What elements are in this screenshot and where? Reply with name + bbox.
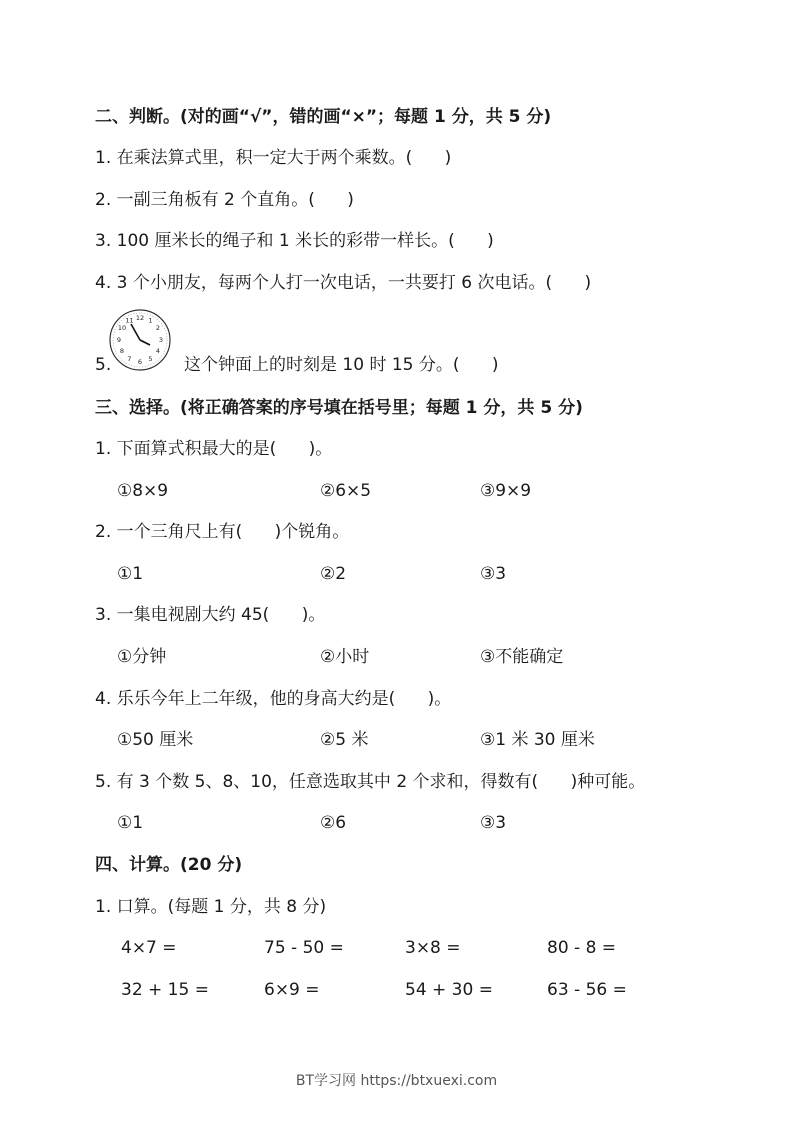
svg-text:9: 9 — [116, 336, 122, 344]
choice-question-3: 3. 一集电视剧大约 45( )。 — [95, 605, 326, 625]
section-2-heading: 二、判断。(对的画“√”，错的画“×”；每题 1 分，共 5 分) — [95, 107, 552, 127]
svg-text:8: 8 — [119, 347, 125, 355]
svg-text:7: 7 — [127, 355, 132, 363]
calc-r2-c2: 6×9 = — [264, 980, 320, 1000]
choice-4-option-2: ②5 米 — [320, 730, 369, 750]
section-4-heading: 四、计算。(20 分) — [95, 855, 243, 875]
footer-watermark: BT学习网 https://btxuexi.com — [295, 1073, 498, 1089]
calc-r1-c3: 3×8 = — [405, 938, 461, 958]
choice-question-5: 5. 有 3 个数 5、8、10，任意选取其中 2 个求和，得数有( )种可能。 — [95, 772, 646, 792]
choice-question-4: 4. 乐乐今年上二年级，他的身高大约是( )。 — [95, 689, 452, 709]
choice-4-option-3: ③1 米 30 厘米 — [480, 730, 595, 750]
svg-text:1: 1 — [148, 316, 153, 325]
choice-3-option-2: ②小时 — [320, 647, 370, 667]
judge-item-2: 2. 一副三角板有 2 个直角。( ) — [95, 190, 354, 210]
judge-item-5-number: 5. — [95, 355, 112, 375]
svg-text:10: 10 — [117, 324, 127, 332]
choice-5-option-3: ③3 — [480, 813, 507, 833]
choice-5-option-2: ②6 — [320, 813, 347, 833]
calc-r1-c4: 80 - 8 = — [547, 938, 617, 958]
svg-text:12: 12 — [135, 314, 145, 322]
judge-item-5-text: 这个钟面上的时刻是 10 时 15 分。( ) — [184, 355, 499, 375]
judge-item-3: 3. 100 厘米长的绳子和 1 米长的彩带一样长。( ) — [95, 231, 494, 251]
svg-text:4: 4 — [155, 347, 161, 355]
clock-face-icon — [108, 308, 172, 372]
calc-r1-c1: 4×7 = — [121, 938, 177, 958]
mental-math-title: 1. 口算。(每题 1 分，共 8 分) — [95, 897, 327, 917]
svg-text:2: 2 — [155, 324, 161, 332]
judge-item-1: 1. 在乘法算式里，积一定大于两个乘数。( ) — [95, 148, 452, 168]
choice-4-option-1: ①50 厘米 — [117, 730, 194, 750]
choice-2-option-3: ③3 — [480, 564, 507, 584]
choice-2-option-1: ①1 — [117, 564, 144, 584]
calc-r2-c4: 63 - 56 = — [547, 980, 627, 1000]
judge-item-4: 4. 3 个小朋友，每两个人打一次电话，一共要打 6 次电话。( ) — [95, 273, 592, 293]
choice-5-option-1: ①1 — [117, 813, 144, 833]
choice-3-option-3: ③不能确定 — [480, 647, 564, 667]
choice-question-2: 2. 一个三角尺上有( )个锐角。 — [95, 522, 350, 542]
section-3-heading: 三、选择。(将正确答案的序号填在括号里；每题 1 分，共 5 分) — [95, 398, 583, 418]
svg-text:3: 3 — [158, 336, 164, 344]
calc-r2-c3: 54 + 30 = — [405, 980, 493, 1000]
svg-text:6: 6 — [137, 358, 143, 366]
calc-r1-c2: 75 - 50 = — [264, 938, 344, 958]
calc-r2-c1: 32 + 15 = — [121, 980, 209, 1000]
choice-1-option-2: ②6×5 — [320, 481, 372, 501]
choice-2-option-2: ②2 — [320, 564, 347, 584]
choice-1-option-1: ①8×9 — [117, 481, 169, 501]
choice-question-1: 1. 下面算式积最大的是( )。 — [95, 439, 333, 459]
choice-3-option-1: ①分钟 — [117, 647, 167, 667]
choice-1-option-3: ③9×9 — [480, 481, 532, 501]
svg-text:11: 11 — [125, 316, 134, 325]
svg-text:5: 5 — [148, 355, 153, 363]
